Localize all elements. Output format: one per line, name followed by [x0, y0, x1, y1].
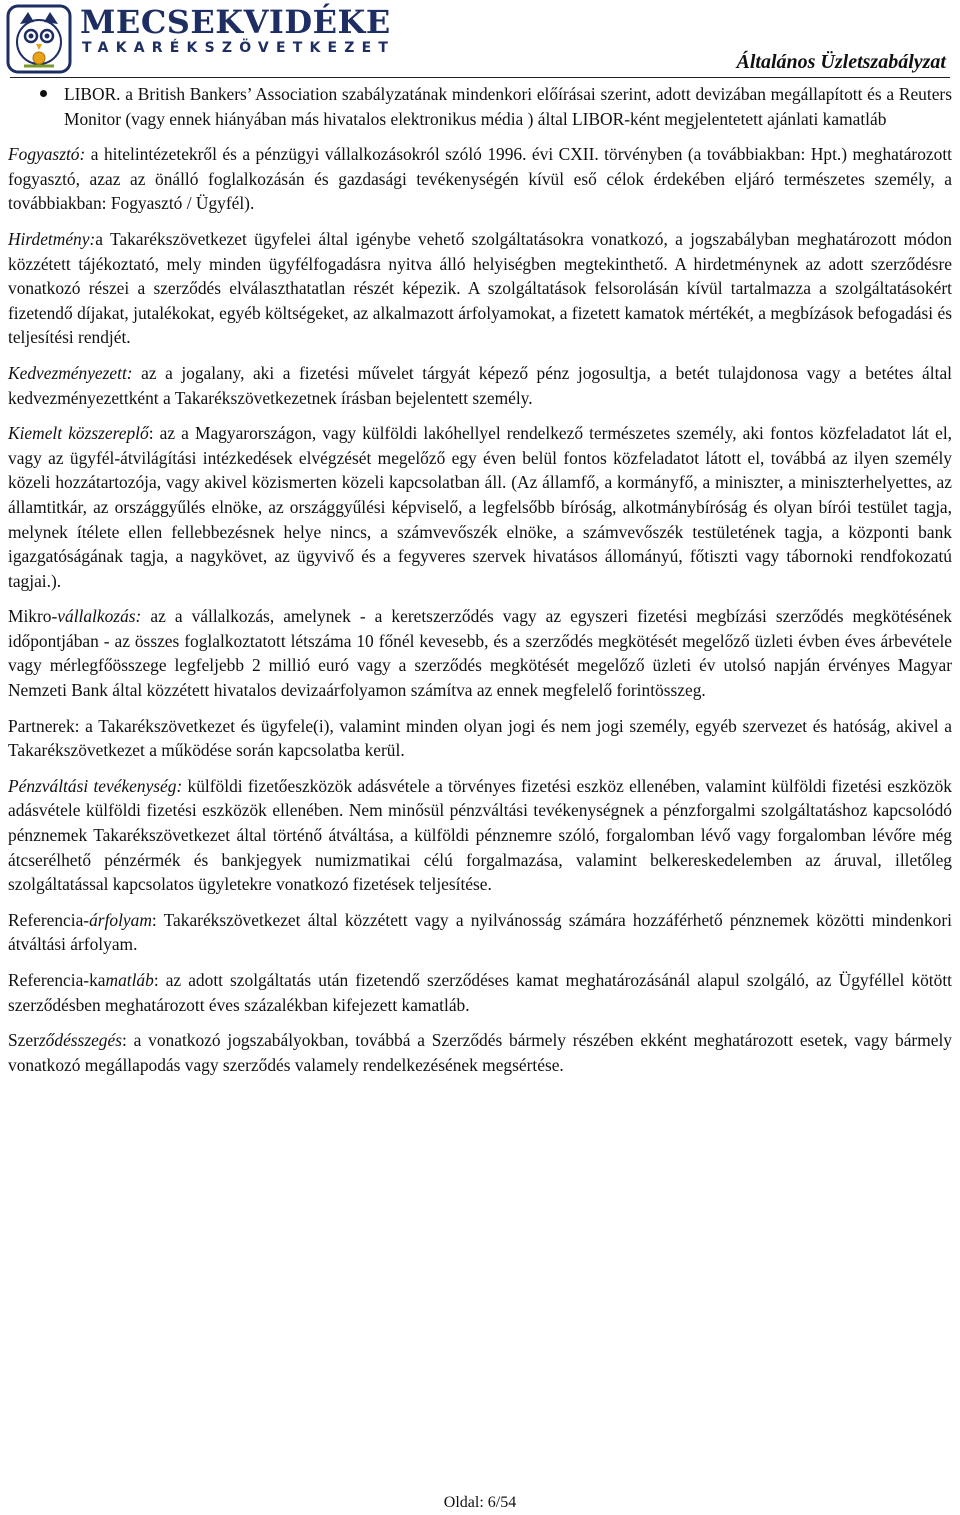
libor-definition: LIBOR. a British Bankers’ Association szabályzatának mindenkori előírásai szerint, adott devizában megállapított és a Reuters Monitor (vagy ennek hiányában más hivatalos elektronikus média ) által LIBOR-ként megjelentetett ajánlati kamatláb: [64, 84, 952, 129]
page-number: Oldal: 6/54: [443, 1494, 517, 1511]
term-body: : az a Magyarországon, vagy külföldi lakóhellyel rendelkező természetes személy, aki fontos közfeladatot lát el, vagy az ügyfél-átvilágítási intézkedések elvégzését megelőző egy éven belül fontos közfeladatot látott el, továbbá az ilyen személy közeli hozzátartozója, vagy akivel közismerten közeli kapcsolatban áll. (Az államfő, a kormányfő, a miniszter, a miniszterhelyettes, az államtitkár, az országgyűlés elnöke, az országgyűlési képviselő, a legfelsőbb bíróság, alkotmánybíróság és olyan bírói testület tagja, melynek ítélete ellen fellebbezésnek helye nincs, a számvevőszék elnöke, a számvevőszék testületének tagja, a központi bank igazgatóságának tagja, a nagykövet, az ügyvivő és a fegyveres szervek hivatásos állományú, főtiszti vagy tábornoki rendfokozatú tagjai.).: [8, 423, 952, 591]
term-body: a hitelintézetekről és a pénzügyi vállalkozásokról szóló 1996. évi CXII. törvényben (a továbbiakban: Hpt.) meghatározott fogyasztó, azaz az önálló foglalkozásán és gazdasági tevékenységén kívül eső célok érdekében eljáró természetes személy, a továbbiakban: Fogyasztó / Ügyfél).: [8, 144, 952, 214]
term-label: Fogyasztó:: [8, 144, 86, 165]
term-label: Kiemelt közszereplő: [8, 423, 149, 444]
term-prefix: Szer: [8, 1030, 39, 1051]
owl-savings-logo-icon: [6, 4, 72, 74]
term-body: : a vonatkozó jogszabályokban, továbbá a Szerződés bármely részében ekként meghatározott esetek, vagy bármely vonatkozó megállapodás vagy szerződés valamely rendelkezésének megsértése.: [8, 1030, 952, 1075]
bullet-dot-icon: [40, 90, 47, 97]
term-body: : Takarékszövetkezet által közzétett vagy a nyilvánosság számára hozzáférhető pénznemek közötti mindenkori átváltási árfolyam.: [8, 909, 952, 955]
header-divider: [10, 77, 950, 78]
definition-mikrovallalkozas: [8, 604, 952, 702]
term-prefix: Partnerek:: [8, 715, 80, 736]
definition-szerzodesszeges: [8, 1028, 952, 1077]
definition-kiemelt-kozszereplo: [8, 421, 952, 593]
term-body: a Takarékszövetkezet ügyfelei által igénybe vehető szolgáltatásokra vonatkozó, a jogszabályban meghatározott módon közzétett tájékoztató, mely minden ügyfélfogadásra nyitva álló helyiségben megtekinthető. A hirdetménynek az adott szerződésre vonatkozó részei a szerződés elválaszthatatlan részét képezik. A szolgáltatások felsorolásán kívül tartalmazza a szolgáltatásokért fizetendő díjakat, jutalékokat, egyéb költségeket, az alkalmazott árfolyamokat, a fizetett kamatok mértékét, a megbízások befogadási és teljesítési rendjét.: [8, 228, 952, 348]
page-header: [0, 0, 960, 78]
term-body: : az adott szolgáltatás után fizetendő szerződéses kamat meghatározásánál alapul szolgáló, az Ügyféllel kötött szerződésben meghatározott éves százalékban kifejezett kamatláb.: [8, 970, 952, 1015]
term-label: Hirdetmény:: [8, 228, 96, 249]
term-prefix: Mikro-: [8, 606, 58, 627]
term-label: matláb: [105, 970, 154, 990]
brand-name: MECSEKVIDÉKE: [80, 3, 391, 41]
document-body: [8, 82, 952, 1088]
document-title: Általános Üzletszabályzat: [736, 51, 946, 73]
term-label: Pénzváltási tevékenység:: [8, 775, 183, 796]
term-body: külföldi fizetőeszközök adásvétele a törvényes fizetési eszköz ellenében, valamint külföldi fizetési eszközök adásvétele külföldi fizetési eszközök ellenében. Nem minősül pénzváltási tevékenységnek a pénzforgalmi szolgáltatáshoz kapcsolódó pénznemek Takarékszövetkezet által történő átváltása, a külföldi pénznemre szóló, forgalomban lévő vagy forgalomban lévőre még átcserélhető pénzérmék és bankjegyek numizmatikai célú forgalmazása, valamint belkereskedelemben az áruval, illetőleg szolgáltatással kapcsolatos ügyletekre vonatkozó fizetések teljesítése.: [8, 775, 952, 895]
definition-fogyaszto: [8, 142, 952, 216]
definition-partnerek: [8, 714, 952, 763]
brand-subtitle: TAKARÉKSZÖVETKEZET: [82, 40, 396, 56]
definition-hirdetmeny: [8, 227, 952, 350]
definition-kedvezmenyezett: [8, 361, 952, 410]
term-label: vállalkozás:: [57, 606, 142, 627]
definition-referencia-arfolyam: [8, 908, 952, 957]
term-label: árfolyam: [89, 909, 152, 930]
definition-penzvaltasi-tevekenyseg: [8, 774, 952, 897]
term-label: ződésszegés: [38, 1030, 122, 1051]
bullet-item-libor: [8, 82, 952, 131]
definition-referencia-kamatlab: [8, 968, 952, 1017]
term-prefix: Referencia-ka: [8, 970, 106, 990]
term-body: a Takarékszövetkezet és ügyfele(i), valamint minden olyan jogi és nem jogi személy, egyéb szervezet és hatóság, akivel a Takarékszövetkezet a működése során kapcsolatba kerül.: [8, 715, 952, 761]
term-body: az a vállalkozás, amelynek - a keretszerződés vagy az egyszeri fizetési megbízási szerződés megkötésének időpontjában - az összes foglalkoztatott létszáma 10 főnél kevesebb, és a szerződés megkötését megelőző üzleti évben éves árbevétele vagy mérlegfőösszege legfeljebb 2 millió euró vagy a szerződés megkötését megelőző üzleti év utolsó napján érvényes Magyar Nemzeti Bank által közzétett hivatalos devizaárfolyamon számítva az ennek megfelelő forintösszeg.: [8, 606, 952, 701]
term-body: az a jogalany, aki a fizetési művelet tárgyát képező pénz jogosultja, a betét tulajdonosa vagy a betétes által kedvezményezettként a Takarékszövetkezetnek írásban bejelentett személy.: [8, 362, 952, 408]
term-label: Kedvezményezett:: [8, 362, 133, 383]
term-prefix: Referencia-: [8, 909, 90, 930]
